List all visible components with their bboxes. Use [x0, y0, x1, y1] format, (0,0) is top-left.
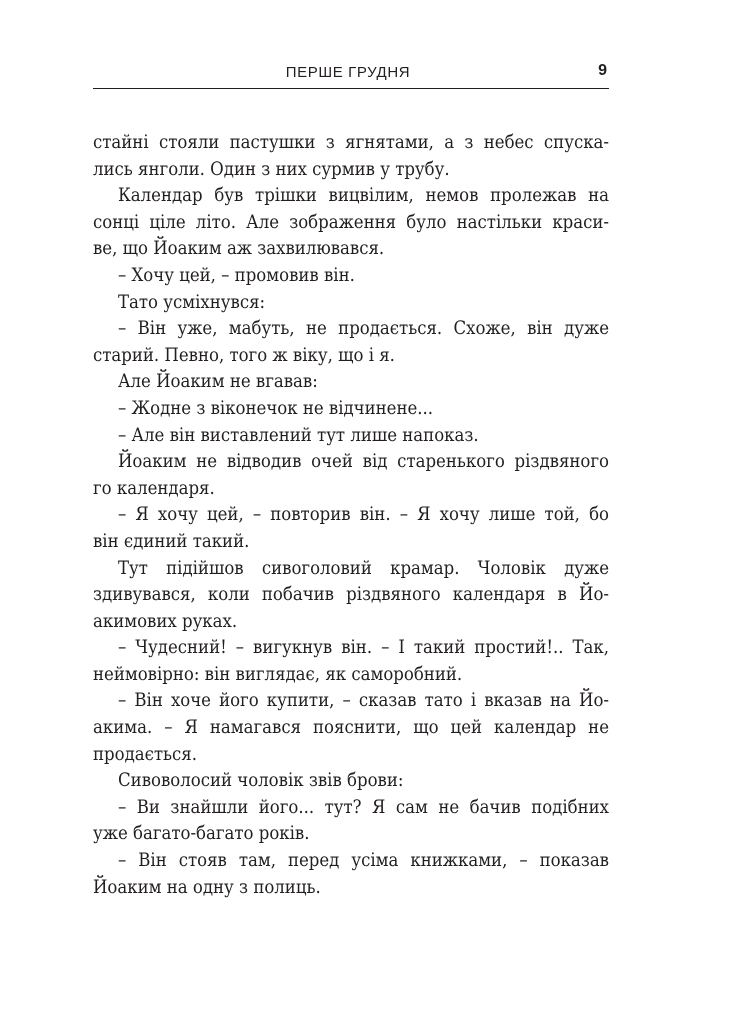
- text-line: акимових руках.: [93, 610, 238, 632]
- text-line: старий. Певно, того ж віку, що і я.: [93, 344, 395, 366]
- text-line: – Ви знайшли його... тут? Я сам не бачив подібних: [118, 796, 609, 818]
- page-number: 9: [598, 62, 607, 79]
- text-line: Йоаким на одну з полиць.: [93, 876, 321, 898]
- text-line: – Чудесний! – вигукнув він. – І такий простий!.. Так,: [118, 637, 609, 659]
- text-line: – Я хочу цей, – повторив він. – Я хочу лише той, бо: [118, 504, 609, 526]
- text-line: – Він стояв там, перед усіма книжками, – показав: [118, 850, 609, 872]
- text-line: ве, що Йоаким аж захвилювався.: [93, 238, 385, 260]
- text-line: стайні стояли пастушки з ягнятами, а з небес спуска-: [93, 132, 609, 153]
- text-line: сонці ціле літо. Але зображення було настільки краси-: [93, 211, 609, 233]
- text-line: – Він хоче його купити, – сказав тато і вказав на Йо-: [118, 690, 609, 712]
- text-line: лись янголи. Один з них сурмив у трубу.: [93, 158, 450, 180]
- text-line: Але Йоаким не вгавав:: [118, 371, 318, 393]
- text-line: – Він уже, мабуть, не продається. Схоже, він дуже: [118, 318, 609, 340]
- text-line: Йоаким не відводив очей від старенького різдвяного: [118, 451, 609, 473]
- text-line: го календаря.: [93, 477, 215, 499]
- text-line: Календар був трішки вицвілим, немов пролежав на: [118, 185, 609, 207]
- text-line: він єдиний такий.: [93, 530, 250, 552]
- text-line: продається.: [93, 743, 197, 765]
- text-line: акима. – Я намагався пояснити, що цей календар не: [93, 717, 609, 739]
- text-line: уже багато-багато років.: [93, 823, 310, 845]
- running-title: ПЕРШЕ ГРУДНЯ: [285, 64, 411, 81]
- text-line: здивувався, коли побачив різдвяного календаря в Йо-: [93, 584, 609, 606]
- text-line: – Хочу цей, – промовив він.: [118, 264, 355, 286]
- running-header: [93, 60, 609, 89]
- text-line: неймовірно: він виглядає, як саморобний.: [93, 663, 463, 685]
- body-text: [93, 130, 609, 901]
- text-line: – Але він виставлений тут лише напоказ.: [118, 424, 479, 446]
- text-line: Тато усміхнувся:: [118, 291, 266, 313]
- text-line: Тут підійшов сивоголовий крамар. Чоловік дуже: [118, 557, 609, 579]
- text-line: – Жодне з віконечок не відчинене...: [118, 397, 434, 419]
- text-line: Сивоволосий чоловік звів брови:: [118, 770, 404, 792]
